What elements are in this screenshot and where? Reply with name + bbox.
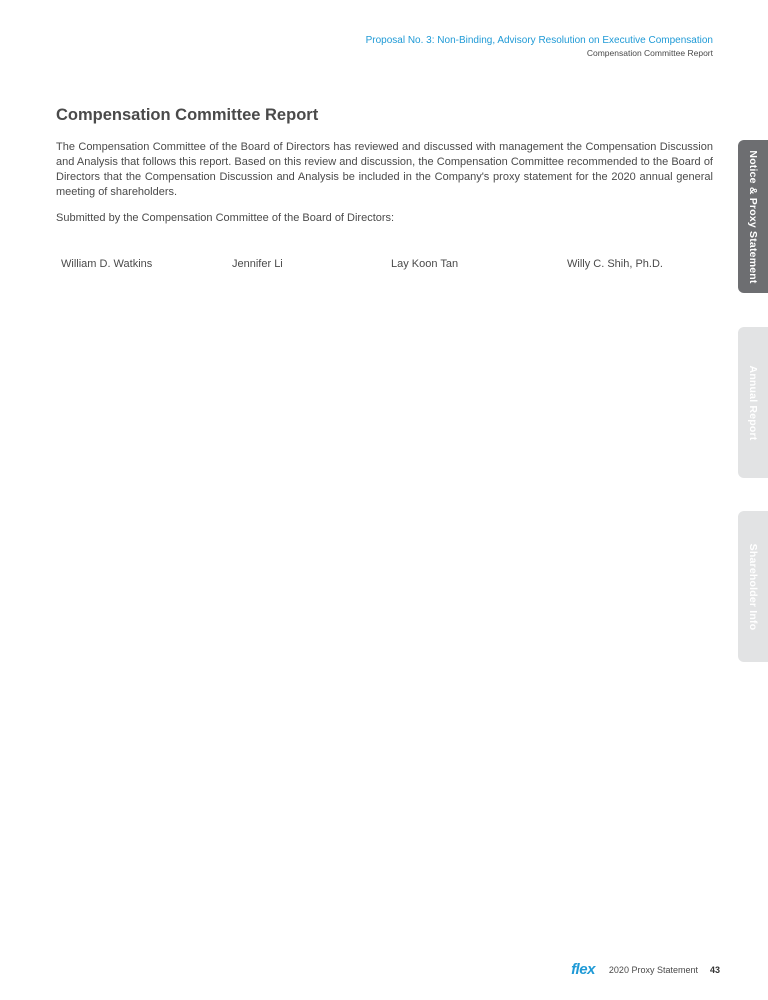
tab-annual-report[interactable] xyxy=(738,327,768,478)
tab-label: Annual Report xyxy=(747,365,759,440)
tab-shareholder-info[interactable] xyxy=(738,511,768,662)
document-name: 2020 Proxy Statement xyxy=(608,965,698,975)
signatory-jennifer-li: Jennifer Li xyxy=(232,258,283,270)
submitted-by-line: Submitted by the Compensation Committee of the Board of Directors: xyxy=(56,212,395,224)
report-paragraph: The Compensation Committee of the Board of Directors has reviewed and discussed with management the Compensation Discussion and Analysis that follows this report. Based on this review and discussion, the Compensation Committee recommended to the Board of Directors that the Compensation Discussion and Analysis be included in the Company's proxy statement for the 2020 annual general meeting of shareholders. xyxy=(56,141,713,198)
section-title: Proposal No. 3: Non-Binding, Advisory Resolution on Executive Compensation xyxy=(365,35,713,46)
tab-label: Notice & Proxy Statement xyxy=(747,149,759,284)
signatory-lay-koon-tan: Lay Koon Tan xyxy=(391,258,459,270)
report-body xyxy=(56,104,713,273)
signatory-william-watkins: William D. Watkins xyxy=(61,258,153,270)
signatory-willy-shih: Willy C. Shih, Ph.D. xyxy=(567,258,663,270)
page-footer xyxy=(571,962,720,978)
running-header xyxy=(366,34,713,59)
tab-label: Shareholder Info xyxy=(747,543,759,630)
subsection-title: Compensation Committee Report xyxy=(586,48,713,58)
signatories xyxy=(56,257,713,273)
flex-logo: flex xyxy=(571,961,595,978)
tab-notice-proxy-statement[interactable] xyxy=(738,140,768,293)
page-number: 43 xyxy=(709,965,720,975)
page-title: Compensation Committee Report xyxy=(56,106,319,124)
